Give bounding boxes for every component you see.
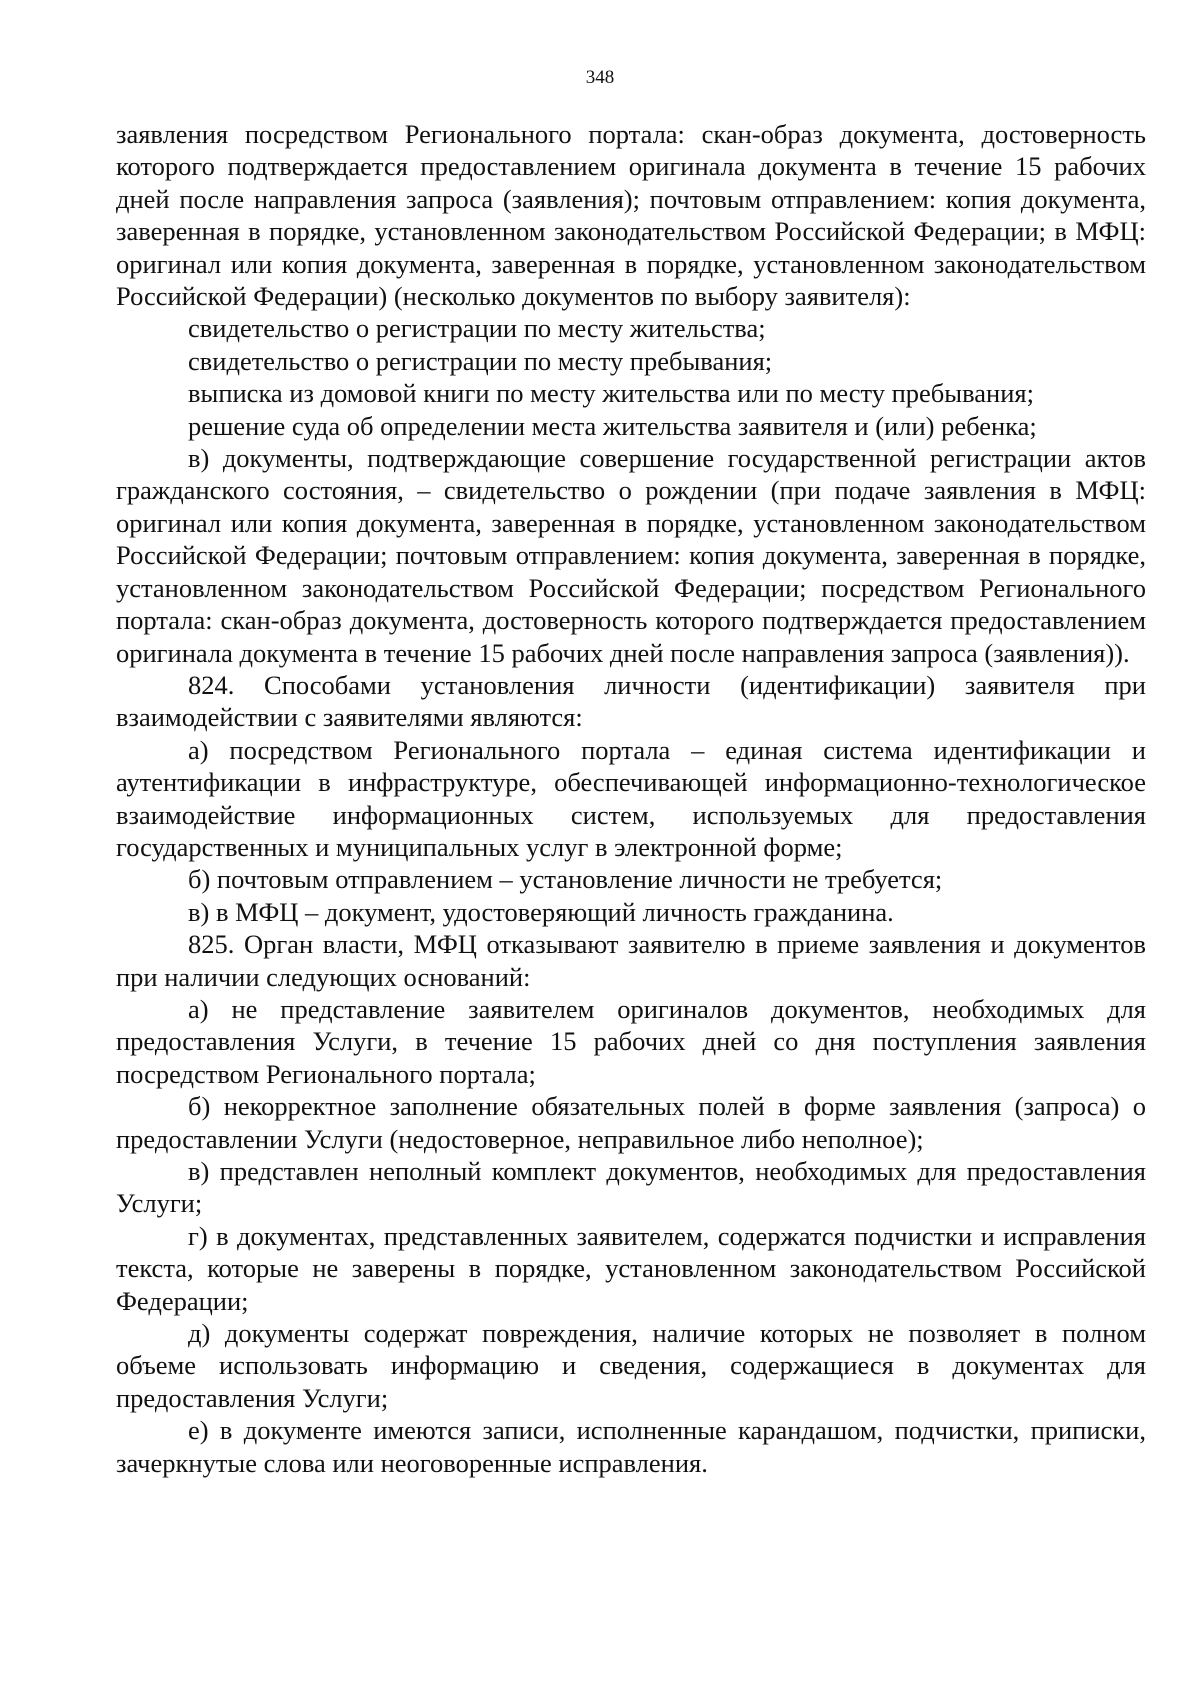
paragraph-824-c: в) в МФЦ – документ, удостоверяющий личность гражданина. <box>188 896 894 927</box>
paragraph-civil-status-documents: в) документы, подтверждающие совершение государственной регистрации актов гражданского состояния, – свидетельство о рождении (при подаче заявления в МФЦ: оригинал или копия документа, заверенная в порядке, установленном законодательством Российской Федерации; почтовым отправлением: копия документа, заверенная в порядке, установленном законодательством Российской Федерации; посредством Регионального портала: скан-образ документа, достоверность которого подтверждается предоставлением оригинала документа в течение 15 рабочих дней после направления запроса (заявления)). <box>116 443 1146 668</box>
page-number: 348 <box>585 67 615 88</box>
paragraph-residence-certificate: свидетельство о регистрации по месту жительства; <box>188 313 766 344</box>
paragraph-house-book-extract: выписка из домовой книги по месту жительства или по месту пребывания; <box>188 378 1034 409</box>
paragraph-824-a: а) посредством Регионального портала – единая система идентификации и аутентификации в инфраструктуре, обеспечивающей информационно-технологическое взаимодействие информационных систем, используемых для предоставления государственных и муниципальных услуг в электронной форме; <box>116 734 1146 862</box>
paragraph-continuation: заявления посредством Регионального портала: скан-образ документа, достоверность которого подтверждается предоставлением оригинала документа в течение 15 рабочих дней после направления запроса (заявления); почтовым отправлением: копия документа, заверенная в порядке, установленном законодательством Российской Федерации; в МФЦ: оригинал или копия документа, заверенная в порядке, установленном законодательством Российской Федерации) (несколько документов по выбору заявителя): <box>116 119 1146 312</box>
paragraph-825-a: а) не представление заявителем оригиналов документов, необходимых для предоставления Услуги, в течение 15 рабочих дней со дня поступления заявления посредством Регионального портала; <box>116 993 1146 1089</box>
paragraph-824-b: б) почтовым отправлением – установление личности не требуется; <box>188 864 943 895</box>
paragraph-825-f: е) в документе имеются записи, исполненные карандашом, подчистки, приписки, зачеркнутые слова или неоговоренные исправления. <box>116 1415 1146 1478</box>
paragraph-stay-certificate: свидетельство о регистрации по месту пребывания; <box>188 345 773 376</box>
paragraph-court-decision: решение суда об определении места жительства заявителя и (или) ребенка; <box>188 410 1037 441</box>
paragraph-825-e: д) документы содержат повреждения, наличие которых не позволяет в полном объеме использовать информацию и сведения, содержащиеся в документах для предоставления Услуги; <box>116 1318 1146 1413</box>
paragraph-824: 824. Способами установления личности (идентификации) заявителя при взаимодействии с заявителями являются: <box>116 669 1146 733</box>
paragraph-825-b: б) некорректное заполнение обязательных полей в форме заявления (запроса) о предоставлении Услуги (недостоверное, неправильное либо неполное); <box>116 1091 1146 1154</box>
paragraph-825-d: г) в документах, представленных заявителем, содержатся подчистки и исправления текста, которые не заверены в порядке, установленном законодательством Российской Федерации; <box>116 1220 1146 1316</box>
paragraph-825-c: в) представлен неполный комплект документов, необходимых для предоставления Услуги; <box>116 1156 1146 1219</box>
paragraph-825: 825. Орган власти, МФЦ отказывают заявителю в приеме заявления и документов при наличии следующих оснований: <box>116 929 1146 992</box>
document-body <box>116 118 1146 1479</box>
